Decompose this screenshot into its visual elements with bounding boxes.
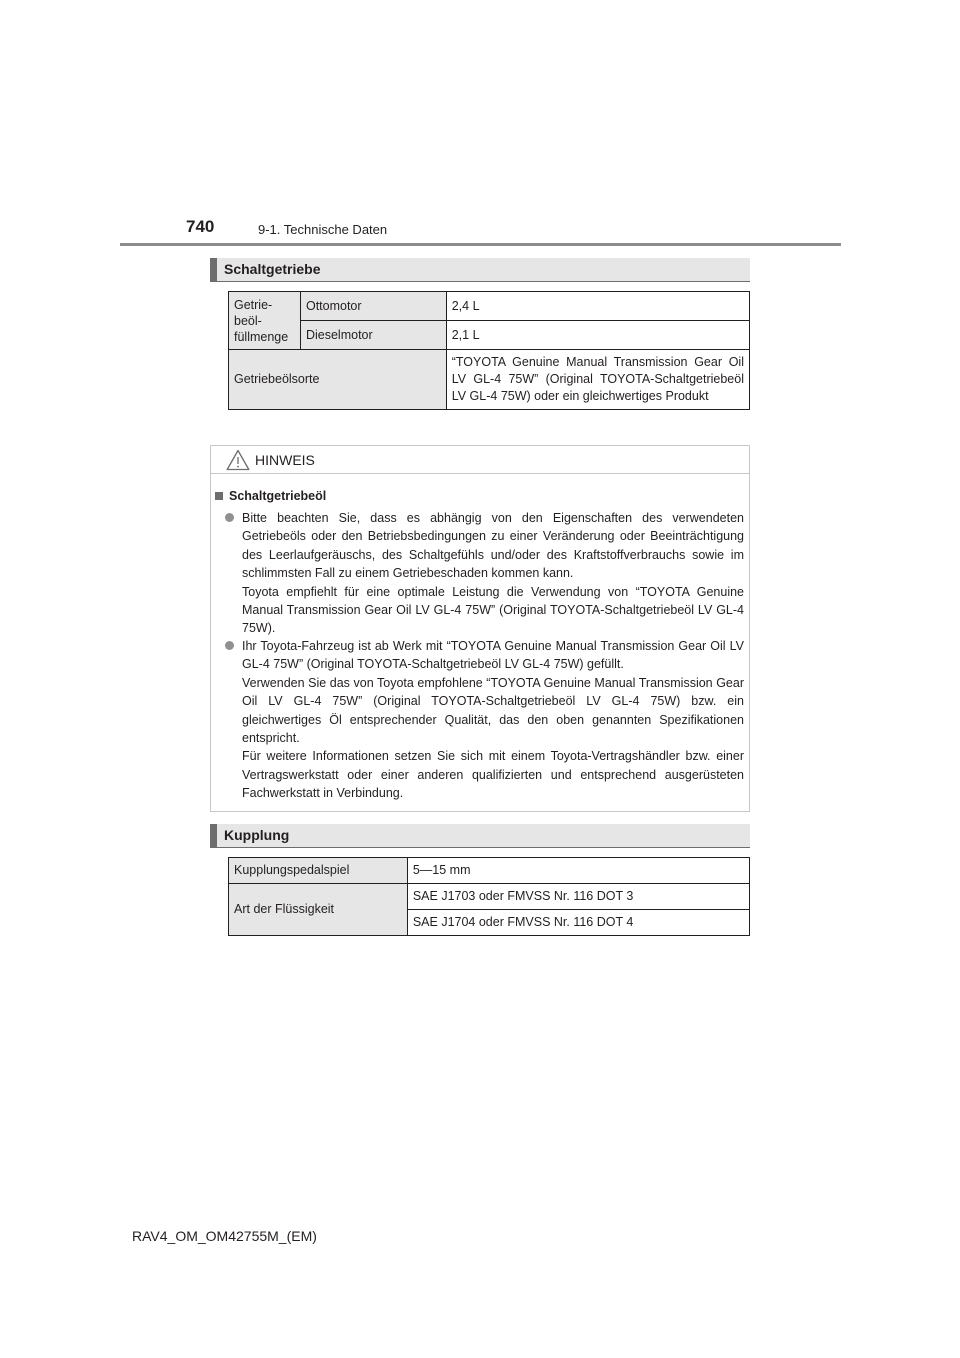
notice-bullet-text: Bitte beachten Sie, dass es abhängig von den Eigenschaften des verwendeten Getriebeöls oder den Betriebsbedingungen zu einer Veränderung oder Beeinträchtigung des Leerlaufgeräuschs, des Schaltgefühls und/oder des Kraftstoffverbrauchs sowie im schlimmsten Fall zu einem Getriebeschaden kommen kann. Toyota empfiehlt für eine optimale Leistung die Verwendung von “TOYOTA Genuine Manual Transmission Gear Oil LV GL-4 75W” (Original TOYOTA-Schaltgetriebeöl LV GL-4 75W).: [242, 511, 744, 636]
fluid-type-value: SAE J1704 oder FMVSS Nr. 116 DOT 4: [407, 910, 749, 936]
pedal-play-label: Kupplungspedalspiel: [229, 858, 408, 884]
transmission-table: [228, 291, 750, 410]
fill-quantity-text: Getrie- beöl- füllmenge: [234, 298, 289, 344]
table-row: [229, 858, 750, 884]
pedal-play-value: 5—15 mm: [407, 858, 749, 884]
bullet-dot-icon: [225, 513, 234, 522]
fluid-type-label: Art der Flüssigkeit: [229, 884, 408, 936]
engine-label: Ottomotor: [300, 292, 446, 321]
square-bullet-icon: [215, 492, 223, 500]
notice-bullet-text: Ihr Toyota-Fahrzeug ist ab Werk mit “TOYOTA Genuine Manual Transmission Gear Oil LV GL-4 75W” (Original TOYOTA-Schaltgetriebeöl LV GL-4 75W) gefüllt. Verwenden Sie das von Toyota empfohlene “TOYOTA Genuine Manual Transmission Gear Oil LV GL-4 75W” (Original TOYOTA-Schaltgetriebeöl LV GL-4 75W) bzw. ein gleichwertiges Öl entsprechender Qualität, das den oben genannten Spezifikationen entspricht. Für weitere Informationen setzen Sie sich mit einem Toyota-Vertragshändler bzw. einer Vertragswerkstatt oder einer anderen qualifizierten und entsprechend ausgerüsteten Fachwerkstatt in Verbindung.: [242, 639, 744, 801]
notice-bullet: [242, 509, 744, 638]
oil-type-value: “TOYOTA Genuine Manual Transmission Gear Oil LV GL-4 75W” (Original TOYOTA-Schaltgetriebeöl LV GL-4 75W) oder ein gleichwertiges Produkt: [446, 350, 749, 410]
notice-label: HINWEIS: [255, 452, 315, 468]
page-number: 740: [186, 217, 215, 236]
notice-header: [211, 446, 749, 474]
heading-accent-bar: [210, 258, 217, 282]
table-row: [229, 321, 750, 350]
notice-box: [210, 445, 750, 812]
clutch-heading: [210, 824, 750, 848]
table-row: [229, 292, 750, 321]
clutch-table: [228, 857, 750, 936]
warning-triangle-icon: [226, 449, 250, 471]
fill-quantity-label: [229, 292, 301, 350]
section-reference: 9-1. Technische Daten: [258, 222, 388, 237]
clutch-heading-title: Kupplung: [224, 827, 290, 843]
transmission-heading-title: Schaltgetriebe: [224, 261, 321, 277]
header-rule: [120, 243, 841, 246]
heading-accent-bar: [210, 824, 217, 848]
notice-topic: [215, 489, 326, 503]
transmission-heading: [210, 258, 750, 282]
table-row: [229, 884, 750, 910]
table-row: [229, 350, 750, 410]
notice-bullet: [242, 637, 744, 803]
bullet-dot-icon: [225, 641, 234, 650]
document-code: RAV4_OM_OM42755M_(EM): [132, 1228, 317, 1244]
engine-label: Dieselmotor: [300, 321, 446, 350]
oil-type-label: Getriebeölsorte: [229, 350, 447, 410]
fill-value: 2,1 L: [446, 321, 749, 350]
fluid-type-value: SAE J1703 oder FMVSS Nr. 116 DOT 3: [407, 884, 749, 910]
notice-topic-text: Schaltgetriebeöl: [229, 489, 327, 503]
fill-value: 2,4 L: [446, 292, 749, 321]
